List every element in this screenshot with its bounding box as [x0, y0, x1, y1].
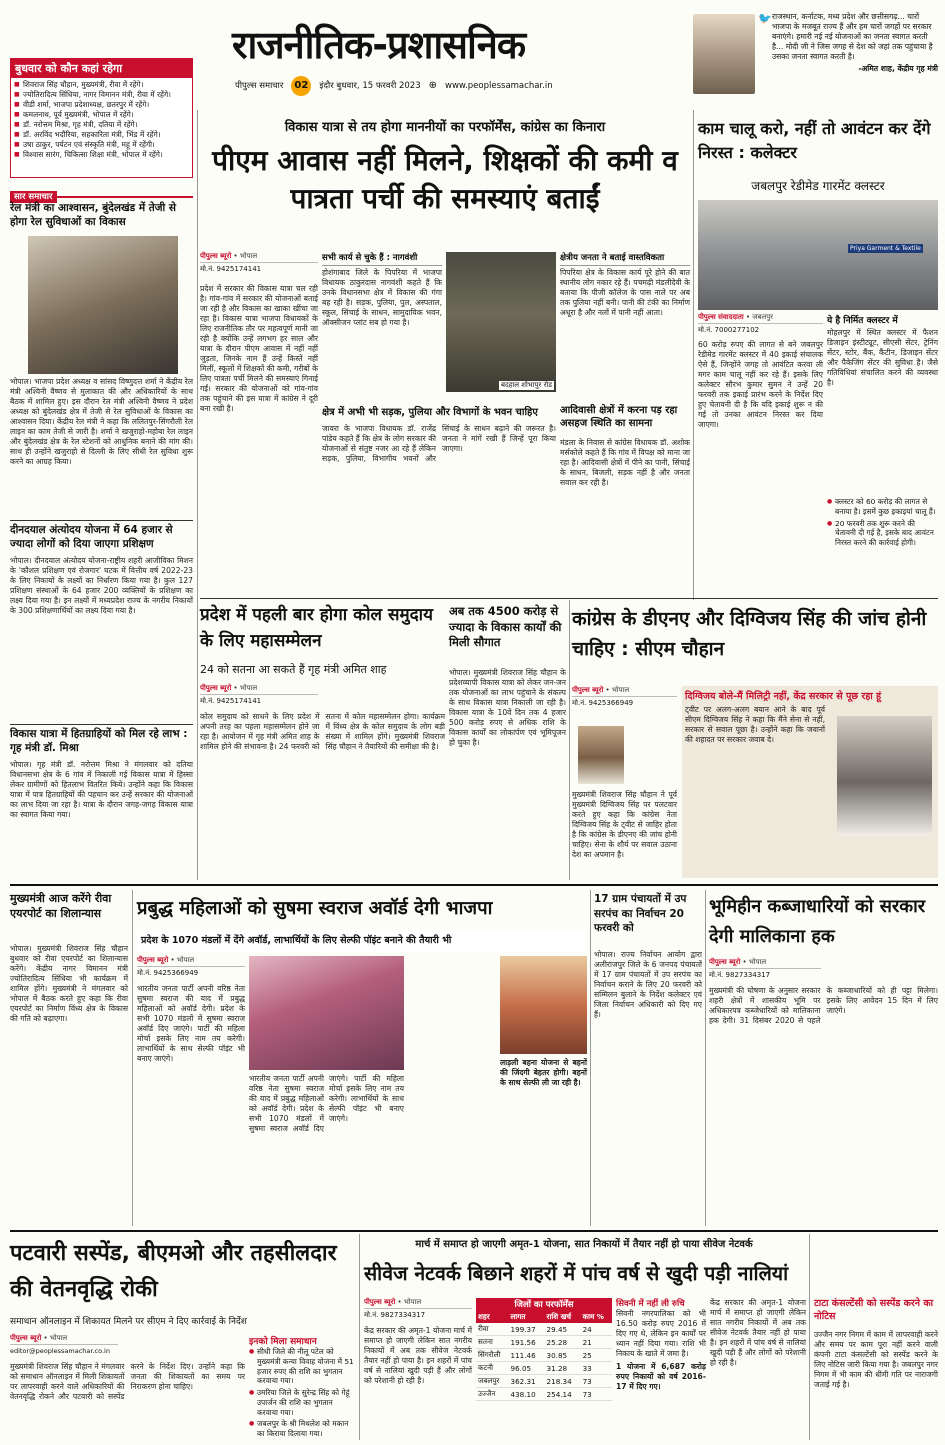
table-cell: 438.10: [509, 1388, 545, 1401]
digvijay-photo: [837, 716, 932, 836]
byline-org: पीपुल्स ब्यूरो: [364, 1298, 396, 1306]
tata-headline: टाटा कंसल्टेंसी को सस्पेंड करने का नोटिस: [814, 1298, 934, 1322]
table-cell: 73: [581, 1388, 612, 1401]
byline-city: भोपाल: [403, 1298, 422, 1306]
saar-label-text: सार समाचार: [10, 191, 57, 203]
lead-photo-caption-2: [560, 252, 690, 266]
cluster-box: [827, 313, 938, 493]
table-cell: उज्जैन: [476, 1388, 509, 1401]
sushma-body: भारतीय जनता पार्टी अपनी वरिष्ठ नेता सुषमा स्वराज की याद में प्रबुद्ध महिलाओं को अवॉर्ड देगी। प्रदेश के सभी 1070 मंडलों में सुषमा स्वराज अवॉर्ड दिए जाएंगे। पार्टी की महिला मोर्चा इसके लिए नाम तय करेगी। लाभार्थियों के साथ सेल्फी पॉइंट भी बनाए जाएंगे।: [137, 984, 245, 1064]
table-cell: 25.28: [545, 1336, 581, 1349]
patwari-headline: पटवारी सस्पेंड, बीएमओ और तहसीलदार की वेतनवृद्धि रोकी: [10, 1241, 337, 1303]
table-cell: सिंगरौली: [476, 1349, 509, 1362]
byline-org: पीपुल्स ब्यूरो: [10, 1334, 42, 1342]
table-row: [476, 1349, 612, 1362]
saar-item3-headline: विकास यात्रा में हितग्राहियों को मिल रहे लाभ : गृह मंत्री डॉ. मिश्रा: [10, 728, 188, 754]
table-cell: कटनी: [476, 1362, 509, 1375]
page-number-badge: 02: [291, 76, 311, 96]
samadhan-list: [249, 1347, 355, 1439]
table-cell: 24: [581, 1323, 612, 1336]
sushma-photo-caption: लाड़ली बहना योजना से बहनों की जिंदगी बेहतर होगी। बहनों के साथ सेल्फी ली जा रही है।: [500, 1058, 587, 1088]
schedule-item: ■ कमलनाथ, पूर्व मुख्यमंत्री, भोपाल में रहेंगे।: [14, 110, 189, 120]
byline: पीपुल्स संवाददाता • जबलपुर: [698, 313, 823, 324]
byline-city: भोपाल: [49, 1334, 68, 1342]
table-cell: 254.14: [545, 1388, 581, 1401]
jabalpur-byline: [698, 313, 823, 337]
lead-caption-body-2: पिपरिया क्षेत्र के विकास कार्य पूरे होने की बात स्थानीय लोग नकार रहे हैं। पचमढ़ी मंडलीदेवी के बताया कि पीजी कॉलेज के पास नाले पर अब तक पुलिया नहीं बनी। पानी की टंकी का निर्माण अधूरा है और नलों में पानी नहीं आता।: [560, 268, 690, 318]
saar-item1-body: भोपाल। भाजपा प्रदेश अध्यक्ष व सांसद विष्णुदत्त शर्मा ने केंद्रीय रेल मंत्री अश्विनी वैष्णव से मुलाकात की और अधिकारियों के साथ बैठक में शामिल हुए। इस दौरान रेल मंत्री अश्विनी वैष्णव ने प्रदेश अध्यक्ष को बुंदेलखंड क्षेत्र में तेजी से रेल सुविधाओं के विकास का आश्वासन दिया। केंद्रीय रेल मंत्री ने कहा कि ललितपुर-सिंगरौली रेल लाइन का काम तेजी से जारी है। शर्मा ने खजुराहो-महोबा रेल लाइन और बुंदेलखंड क्षेत्र के रेल स्टेशनों को आधुनिक बनाने की मांग की। साथ ही उन्होंने खजुराहो से दिल्ली के लिए सीधी रेल सुविधा शुरू करने का आग्रह किया।: [10, 377, 193, 467]
table-row: [476, 1362, 612, 1375]
saar-item3-body: भोपाल। गृह मंत्री डॉ. नरोत्तम मिश्रा ने मंगलवार को दतिया विधानसभा क्षेत्र के 6 गांव में निकाली गई विकास यात्रा में हिस्सा लेकर ग्रामीणों को हितलाभ वितरित किये। उन्होंने कहा कि विकास यात्रा में पात्र हितग्राहियों की पहचान कर उन्हें सरकार की योजनाओं का लाभ दिया जा रहा है। यात्रा के दौरान जगह-जगह विकास यात्रा का स्वागत किया गया।: [10, 760, 193, 820]
table-header: शहर: [476, 1311, 509, 1323]
patwari-subhead: समाधान ऑनलाइन में शिकायत मिलने पर सीएम ने दिए कार्रवाई के निर्देश: [10, 1317, 247, 1327]
yojana-body: भोपाल। मुख्यमंत्री शिवराज सिंह चौहान के प्रदेशव्यापी विकास यात्रा को लेकर जन-जन तक योजनाओं का लाभ पहुंचाने के संकल्प के साथ विकास यात्रा निकाली जा रही है। विकास यात्रा के 10वें दिन तक 4 हजार 500 करोड़ रुपए से अधिक राशि के विकास कार्यों का लोकार्पण एवं भूमिपूजन हो चुका है।: [449, 668, 566, 748]
tweet-attribution: -अमित शाह, केंद्रीय गृह मंत्री: [858, 64, 938, 74]
byline-city: भोपाल: [611, 686, 630, 694]
bhumiheen-byline: [709, 958, 821, 982]
twitter-bird-icon: 🐦: [758, 12, 772, 25]
byline-org: पीपुल्स संवाददाता: [698, 313, 744, 321]
schedule-item: ■ वीडी शर्मा, भाजपा प्रदेशाध्यक्ष, छतरपुर में रहेंगे।: [14, 100, 189, 110]
lead-byline: [200, 252, 318, 280]
table-cell: 29.45: [545, 1323, 581, 1336]
lead-headline: पीएम आवास नहीं मिलने, शिक्षकों की कमी व पात्रता पर्ची की समस्याएं बताईं: [212, 144, 678, 215]
column-rule: [693, 110, 694, 600]
table-cell: 21: [581, 1336, 612, 1349]
samadhan-item: ● उमरिया जिले के सुरेन्द्र सिंह को गेहूं उपार्जन की राशि का भुगतान करवाया गया।: [249, 1388, 355, 1417]
lead-kicker: [200, 117, 690, 139]
column-rule: [359, 1234, 360, 1440]
table-header: काम %: [581, 1311, 612, 1323]
globe-icon: ⊕: [428, 80, 437, 91]
saar-item2-headline: दीनदयाल अंत्योदय योजना में 64 हजार से ज्यादा लोगों को दिया जाएगा प्रशिक्षण: [10, 524, 173, 550]
byline-city: भोपाल: [176, 956, 195, 964]
shivraj-photo: [578, 726, 624, 784]
section-title: राजनीतिक-प्रशासनिक: [232, 23, 526, 67]
website: www.peoplessamachar.in: [445, 81, 553, 91]
divider: [10, 520, 193, 521]
table-cell: 218.34: [545, 1375, 581, 1388]
lead-kicker-text: विकास यात्रा से तय होगा माननीयों का परफॉर्मेंस, कांग्रेस का किनारा: [284, 120, 606, 135]
section-divider: [10, 884, 938, 886]
byline-city: भोपाल: [748, 958, 767, 966]
sushma-body-2: भारतीय जनता पार्टी अपनी वरिष्ठ नेता सुषमा स्वराज की याद में प्रबुद्ध महिलाओं को अवॉर्ड देगी। प्रदेश के सभी 1070 मंडलों में सुषमा स्वराज अवॉर्ड दिए जाएंगे। पार्टी की महिला मोर्चा इसके लिए नाम तय करेगी। लाभार्थियों के साथ सेल्फी पॉइंट भी बनाए जाएंगे।: [249, 1074, 404, 1134]
cluster-box-body: मोहलपुर में स्थित क्लस्टर में फैशन डिजाइन इंस्टीट्यूट, सीएसी सेंटर, ट्रेनिंग सेंटर, स्टोर, बैंक, कैंटीन, डिजाइन सेंटर और पैकेजिंग सेंटर की सुविधा है। जैसे गतिविधियां संचालित करने की व्यवस्था है।: [827, 328, 938, 388]
byline-email: editor@peoplessamachar.co.in: [10, 1347, 110, 1355]
table-row: [476, 1336, 612, 1349]
saar-item2-body: भोपाल। दीनदयाल अंत्योदय योजना-राष्ट्रीय शहरी आजीविका मिशन के 'कौशल प्रशिक्षण एवं रोजगार' घटक में वित्तीय वर्ष 2022-23 के लिए निकायों के लक्ष्यों का निर्धारण किया गया है। कुल 127 प्रशिक्षण संस्थाओं के 64 हजार 200 व्यक्तियों के प्रशिक्षण का लक्ष्य दिया गया है। इन लक्ष्यों में मध्यप्रदेश राज्य के नगरीय निकायों के 300 प्रशिक्षणार्थियों का लक्ष्य दिया गया है।: [10, 556, 193, 616]
table-cell: 73: [581, 1375, 612, 1388]
bhumiheen-headline: भूमिहीन कब्जाधारियों को सरकार देगी मालिकाना हक: [709, 896, 926, 947]
byline-org: पीपुल्स ब्यूरो: [200, 252, 232, 260]
column-rule: [590, 890, 591, 1226]
table-cell: 111.46: [509, 1349, 545, 1362]
sewage-bottom-note: 1 योजना में 6,687 करोड़ रुपए निकायों को वर्ष 2016-17 में दिए गए।: [616, 1362, 706, 1392]
amit-shah-photo: [693, 14, 755, 94]
digvijay-box-body: ट्वीट पर अलग-अलग बयान आने के बाद पूर्व सीएम दिग्विजय सिंह ने कहा कि मैंने सेना से नहीं, सरकार से सवाल पूछा है। उन्होंने कहा कि जवानों की शहादत पर सरकार जवाब दे।: [685, 705, 825, 745]
schedule-box: [10, 58, 193, 178]
digvijay-body: मुख्यमंत्री शिवराज सिंह चौहान ने पूर्व मुख्यमंत्री दिग्विजय सिंह पर पलटवार करते हुए कहा कि कांग्रेस नेता दिग्विजय सिंह के ट्वीट से जाहिर होता है कि कांग्रेस के डीएनए की जांच होनी चाहिए। सेना के शौर्य पर सवाल उठाना देश का अपमान है।: [572, 790, 677, 860]
rail-minister-photo: [28, 236, 178, 374]
column-rule: [132, 890, 133, 1226]
sub2-body: मंडला के निवास से कांग्रेस विधायक डॉ. अशोक मर्सकोले कहते हैं कि गांव में विपक्ष को माना जा रहा है। आदिवासी क्षेत्रों में पीने का पानी, सिंचाई के साधन, बिजली, सड़क नहीं है और जनता सवाल कर रही है।: [560, 438, 690, 488]
patwari-byline: [10, 1334, 118, 1358]
byline: पीपुल्स ब्यूरो • भोपाल: [572, 686, 677, 697]
tweet-text: राजस्थान, कर्नाटक, मध्य प्रदेश और छत्तीसगढ़... चारों भाजपा के मजबूत राज्य हैं और हम चारों जगहों पर सरकार बनाएंगे। हमारी नई नई योजनाओं का जनता स्वागत करती है... मोदी जी ने जिस जगह से देश को जहां तक पहुंचाया है उसका जनता स्वागत करती है।: [772, 12, 933, 62]
byline-mobile: मो.नं. 9425174141: [200, 265, 262, 273]
sub2-headline: आदिवासी क्षेत्रों में करना पड़ रहा असहज स्थिति का सामना: [560, 405, 678, 429]
schedule-item: ■ डॉ. अरविंद भदौरिया, सहकारिता मंत्री, भिंड में रहेंगे।: [14, 130, 189, 140]
table-cell: 199.37: [509, 1323, 545, 1336]
sarpanch-headline: 17 ग्राम पंचायतों में उप सरपंच का निर्वाचन 20 फरवरी को: [594, 893, 687, 935]
jabalpur-body: 60 करोड़ रुपए की लागत से बने जबलपुर रेडीमेड गारमेंट क्लस्टर में 40 इकाई संचालक ऐसे हैं, जिन्होंने जगह तो आवंटित करवा ली मगर काम चालू नहीं कर रहे हैं। इसके लिए कलेक्टर सौरभ कुमार सुमन ने उन्हें 20 फरवरी तक इकाई प्रारंभ करने के निर्देश दिए हुए चेतावनी दी है कि यदि इकाई शुरू न की गई तो उनका आवंटन निरस्त कर दिया जाएगा।: [698, 340, 823, 430]
byline-city: भोपाल: [239, 252, 258, 260]
section-divider: [200, 598, 938, 599]
shilanyas-body: भोपाल। मुख्यमंत्री शिवराज सिंह चौहान बुधवार को रीवा एयरपोर्ट का शिलान्यास करेंगे। केंद्रीय नागर विमानन मंत्री ज्योतिरादित्य सिंधिया भी कार्यक्रम में शामिल होंगे। मुख्यमंत्री ने मंगलवार को भोपाल में बैठक करते हुए कहा कि रीवा एयरपोर्ट का निर्माण विंध्य क्षेत्र के विकास की गति को बढ़ाएगा।: [10, 944, 128, 1024]
schedule-list: [11, 78, 192, 162]
cluster-box-title: ये है निर्मित क्लस्टर में: [827, 316, 898, 326]
table-cell: जबलपुर: [476, 1375, 509, 1388]
byline: पीपुल्स ब्यूरो • भोपाल: [200, 684, 318, 695]
women-selfie-photo: [500, 956, 587, 1054]
table-row: [476, 1388, 612, 1401]
kol-subhead: 24 को सतना आ सकते हैं गृह मंत्री अमित शाह: [200, 663, 387, 676]
lead-body: प्रदेश में सरकार की विकास यात्रा चल रही है। गांव-गांव में सरकार की योजनाओं बताई जा रही है और विकास का खाका खींचा जा रहा है। विकास यात्रा भाजपा विधायकों के लिए राजनीतिक तौर पर महत्वपूर्ण मानी जा रही है क्योंकि उन्हें लगभग हर साल और यात्रा के दौरान पीएम आवास में नहीं नहीं जुड़ता, जिनके नाम हैं उन्हें किस्तें नहीं मिलीं, स्कूलों में शिक्षकों की कमी, गरीबों के लिए पात्रता पर्ची मिलने की समस्याएं गिनाई गईं। सरकार की योजनाओं को गांव-गांव तक पहुंचाने की इस यात्रा में कांग्रेस ने दूरी बना रखी है।: [200, 284, 318, 414]
digvijay-headline: कांग्रेस के डीएनए और दिग्विजय सिंह की जांच होनी चाहिए : सीएम चौहान: [572, 608, 927, 661]
samadhan-box: [249, 1334, 355, 1440]
schedule-title: बुधवार को कौन कहां रहेगा: [11, 59, 192, 78]
byline-mobile: मो.नं. 9827334317: [364, 1311, 426, 1319]
performance-table: [476, 1311, 612, 1401]
bhumiheen-body: मुख्यमंत्री की घोषणा के अनुसार सरकार शहरी क्षेत्रों में शासकीय भूमि पर अधिकारपत्र कब्जेधारियों को मालिकाना हक देगी। 31 दिसंबर 2020 से पहले के कब्जाधारियों को ही पट्टा मिलेगा। इसके लिए आवेदन 15 दिन में लिए जाएंगे।: [709, 986, 938, 1026]
column-rule: [197, 110, 198, 880]
schedule-item: ■ उषा ठाकुर, पर्यटन एवं संस्कृति मंत्री, महू में रहेंगी।: [14, 140, 189, 150]
shop-sign: Priya Garment & Textile: [850, 245, 921, 252]
schedule-item: ■ शिवराज सिंह चौहान, मुख्यमंत्री, रीवा में रहेंगे।: [14, 80, 189, 90]
byline: पीपुल्स ब्यूरो • भोपाल: [137, 956, 245, 967]
sewage-headline: सीवेज नेटवर्क बिछाने शहरों में पांच वर्ष से खुदी पड़ी नालियां: [364, 1262, 789, 1285]
sushma-subhead: प्रदेश के 1070 मंडलों में देंगे अवॉर्ड, लाभार्थियों के लिए सेल्फी पॉइंट बनाने की तैयारी भी: [137, 930, 587, 952]
women-group-photo: [249, 956, 404, 1070]
column-rule: [809, 1234, 810, 1440]
section-divider: [10, 1230, 938, 1232]
sub1-body: जावरा के भाजपा विधायक डॉ. राजेंद्र पांडेय कहते हैं कि क्षेत्र के लोग सरकार की योजनाओं से संतुष्ट नजर आ रहे हैं लेकिन सड़क, पुलिया, विभागीय भवनों और सिंचाई के साधन बढ़ाने की जरूरत है। जनता ने मांगें रखी हैं जिन्हें पूरा किया जाएगा।: [322, 424, 556, 464]
digvijay-box-title: दिग्विजय बोले-मैं मिलिट्री नहीं, केंद्र सरकार से पूछ रहा हूं: [685, 691, 882, 702]
dateline-bar: [235, 76, 635, 96]
yojana-headline: अब तक 4500 करोड़ से ज्यादा के विकास कार्यों की मिली सौगात: [449, 604, 562, 650]
sushma-byline: [137, 956, 245, 980]
cluster-bullet: ● क्लस्टर को 60 करोड़ की लागत से बनाया है। इसमें कुछ इकाइयां चालू हैं।: [827, 497, 938, 517]
byline: पीपुल्स ब्यूरो • भोपाल: [709, 958, 821, 969]
table-header: लागत: [509, 1311, 545, 1323]
table-cell: रीवा: [476, 1323, 509, 1336]
table-row: [476, 1323, 612, 1336]
samadhan-item: ● सीधी जिले की नीलू पटेल को मुख्यमंत्री कन्या विवाह योजना में 51 हजार रुपए की राशि का भुगतान करवाया गया।: [249, 1347, 355, 1386]
schedule-item: ■ विश्वास सारंग, चिकित्सा शिक्षा मंत्री, भोपाल में रहेंगे।: [14, 150, 189, 160]
table-cell: 30.85: [545, 1349, 581, 1362]
road-photo: [446, 252, 556, 392]
table-cell: 31.28: [545, 1362, 581, 1375]
garment-cluster-photo: [698, 200, 938, 310]
byline-mobile: मो.नं. 9425366949: [137, 969, 199, 977]
sewage-body-2: केंद्र सरकार की अमृत-1 योजना मार्च में समाप्त हो जाएगी लेकिन सात नगरीय निकायों में अब तक सीवेज नेटवर्क तैयार नहीं हो पाया है। इन शहरों में पांच वर्ष से नालियां खुदी पड़ी हैं और लोगों को परेशानी हो रही है।: [710, 1298, 806, 1368]
kol-headline: प्रदेश में पहली बार होगा कोल समुदाय के लिए महासम्मेलन: [200, 605, 433, 652]
jabalpur-headline: काम चालू करो, नहीं तो आवंटन कर देंगे निरस्त : कलेक्टर: [698, 119, 931, 162]
byline-mobile: मो.नं. 9827334317: [709, 971, 771, 979]
jabalpur-subhead: जबलपुर रेडीमेड गारमेंट क्लस्टर: [751, 179, 885, 193]
byline-mobile: मो.नं. 9425366949: [572, 699, 634, 707]
samadhan-box-title: इनको मिला समाधान: [249, 1337, 317, 1347]
byline-org: पीपुल्स ब्यूरो: [572, 686, 604, 694]
cluster-bullet: ● 20 फरवरी तक शुरू करने की चेतावनी दी गई है, इसके बाद आवंटन निरस्त करने की कार्रवाई होगी।: [827, 519, 938, 548]
sewage-byline: [364, 1298, 472, 1322]
samadhan-item: ● जबलपुर के श्री मिथलेश को मकान का किराया दिलाया गया।: [249, 1419, 355, 1439]
sushma-headline: प्रबुद्ध महिलाओं को सुषमा स्वराज अवॉर्ड देगी भाजपा: [137, 898, 493, 919]
lead-caption-body-1: होशंगाबाद जिले के पिपरिया में भाजपा विधायक ठाकुरदास नागवंशी कहते हैं कि उनके विधानसभा क्षेत्र में विकास की गंगा बह रही है। सड़क, पुलिया, पुल, अस्पताल, स्कूल, सिंचाई के साधन, सामुदायिक भवन, ऑक्सीजन प्लांट सब हो गया है।: [322, 268, 442, 328]
schedule-item: ■ ज्योतिरादित्य सिंधिया, नागर विमानन मंत्री, रीवा में रहेंगे।: [14, 90, 189, 100]
caption-2-text: क्षेत्रीय जनता ने बताई वास्तविकता: [560, 253, 665, 263]
table-header: राशि खर्च: [545, 1311, 581, 1323]
patwari-body: मुख्यमंत्री शिवराज सिंह चौहान ने मंगलवार को समाधान ऑनलाइन में मिली शिकायतों पर लापरवाही करने वाले अधिकारियों की वेतनवृद्धि रोकने और पटवारी को सस्पेंड करने के निर्देश दिए। उन्होंने कहा कि जनता की शिकायतों का समय पर निराकरण होना चाहिए।: [10, 1362, 245, 1402]
seoni-body: सिवनी नगरपालिका को भी 16.50 करोड़ रुपए 2016 में दिए गए थे, लेकिन इन कार्यों पर ध्यान नहीं दिया गया। राशि भी निकाय के खाते में जमा है।: [616, 1309, 706, 1359]
byline-city: भोपाल: [239, 684, 258, 692]
seoni-box: [616, 1298, 706, 1440]
table-cell: 362.31: [509, 1375, 545, 1388]
seoni-headline: सिवनी में नहीं ली रुचि: [616, 1299, 685, 1309]
table-cell: 96.05: [509, 1362, 545, 1375]
sub1-headline: क्षेत्र में अभी भी सड़क, पुलिया और विभागों के भवन चाहिए: [322, 407, 538, 418]
performance-table-box: [476, 1298, 612, 1440]
road-photo-label: बदहाल शोभापुर रोड: [500, 381, 552, 389]
byline-mobile: मो.नं. 9425174141: [200, 697, 262, 705]
tweet-box: [758, 12, 938, 102]
sewage-kicker: मार्च में समाप्त हो जाएगी अमृत-1 योजना, सात निकायों में तैयार नहीं हो पाया सीवेज नेटवर्क: [415, 1239, 753, 1250]
performance-table-title: जिलों का परफॉर्मेंस: [476, 1298, 612, 1311]
sarpanch-body: भोपाल। राज्य निर्वाचन आयोग द्वारा अलीराजपुर जिले के 6 जनपद पंचायतों में 17 ग्राम पंचायतों में उप सरपंच का निर्वाचन कराने के लिए 20 फरवरी को सम्मिलन बुलाने के निर्देश कलेक्टर एवं जिला निर्वाचन अधिकारी को दिए गए हैं।: [594, 950, 702, 1020]
sewage-body: केंद्र सरकार की अमृत-1 योजना मार्च में समाप्त हो जाएगी लेकिन सात नगरीय निकायों में अब तक सीवेज नेटवर्क तैयार नहीं हो पाया है। इन शहरों में पांच वर्ष से नालियां खुदी पड़ी हैं और लोगों को परेशानी हो रही है।: [364, 1326, 472, 1386]
column-rule: [569, 600, 570, 880]
digvijay-box: [682, 686, 938, 878]
byline: पीपुल्स ब्यूरो • भोपाल: [200, 252, 318, 263]
byline-org: पीपुल्स ब्यूरो: [137, 956, 169, 964]
lead-photo-caption-1: [322, 252, 442, 266]
column-rule: [705, 890, 706, 1226]
table-row: [476, 1375, 612, 1388]
table-cell: 33: [581, 1362, 612, 1375]
kol-byline: [200, 684, 318, 708]
byline: पीपुल्स ब्यूरो • भोपाल: [364, 1298, 472, 1309]
table-cell: 191.56: [509, 1336, 545, 1349]
caption-1-text: सभी कार्य से चुके हैं : नागवंशी: [322, 253, 418, 263]
byline-org: पीपुल्स ब्यूरो: [709, 958, 741, 966]
shilanyas-headline: मुख्यमंत्री आज करेंगे रीवा एयरपोर्ट का शिलान्यास: [10, 892, 112, 920]
byline-org: पीपुल्स ब्यूरो: [200, 684, 232, 692]
table-cell: सतना: [476, 1336, 509, 1349]
paper-name: पीपुल्स समाचार: [235, 81, 284, 91]
byline: पीपुल्स ब्यूरो • भोपाल: [10, 1334, 118, 1345]
saar-item1-headline: रेल मंत्री का आश्वासन, बुंदेलखंड में तेजी से होगा रेल सुविधाओं का विकास: [10, 202, 177, 228]
table-cell: 25: [581, 1349, 612, 1362]
tata-body: उज्जैन नगर निगम में काम में लापरवाही करने और समय पर काम पूरा नहीं करने वाली कंपनी टाटा कंसल्टेंसी को सस्पेंड करने के लिए नोटिस जारी किया गया है। जबलपुर नगर निगम में भी काम की धीमी गति पर नाराजगी जताई गई है।: [814, 1330, 938, 1390]
saar-label: [10, 184, 193, 202]
byline-city: जबलपुर: [752, 313, 774, 321]
divider: [10, 724, 193, 725]
dateline: इंदौर बुधवार, 15 फरवरी 2023: [319, 81, 421, 91]
digvijay-byline: [572, 686, 677, 710]
schedule-item: ■ डॉ. नरोत्तम मिश्रा, गृह मंत्री, दतिया में रहेंगे।: [14, 120, 189, 130]
cluster-bullets: [827, 497, 938, 592]
kol-body: कोल समुदाय को साधने के लिए प्रदेश में अपनी तरह का पहला महासम्मेलन होने जा रहा है। आयोजन में गृह मंत्री अमित शाह के शामिल होने की संभावना है। 24 फरवरी को सतना में कोल महासम्मेलन होगा। कार्यक्रम में विंध्य क्षेत्र के कोल समुदाय के लोग बड़ी संख्या में शामिल होंगे। मुख्यमंत्री शिवराज सिंह चौहान ने तैयारियों की समीक्षा की है।: [200, 712, 445, 752]
byline-mobile: मो.नं. 7000277102: [698, 326, 760, 334]
